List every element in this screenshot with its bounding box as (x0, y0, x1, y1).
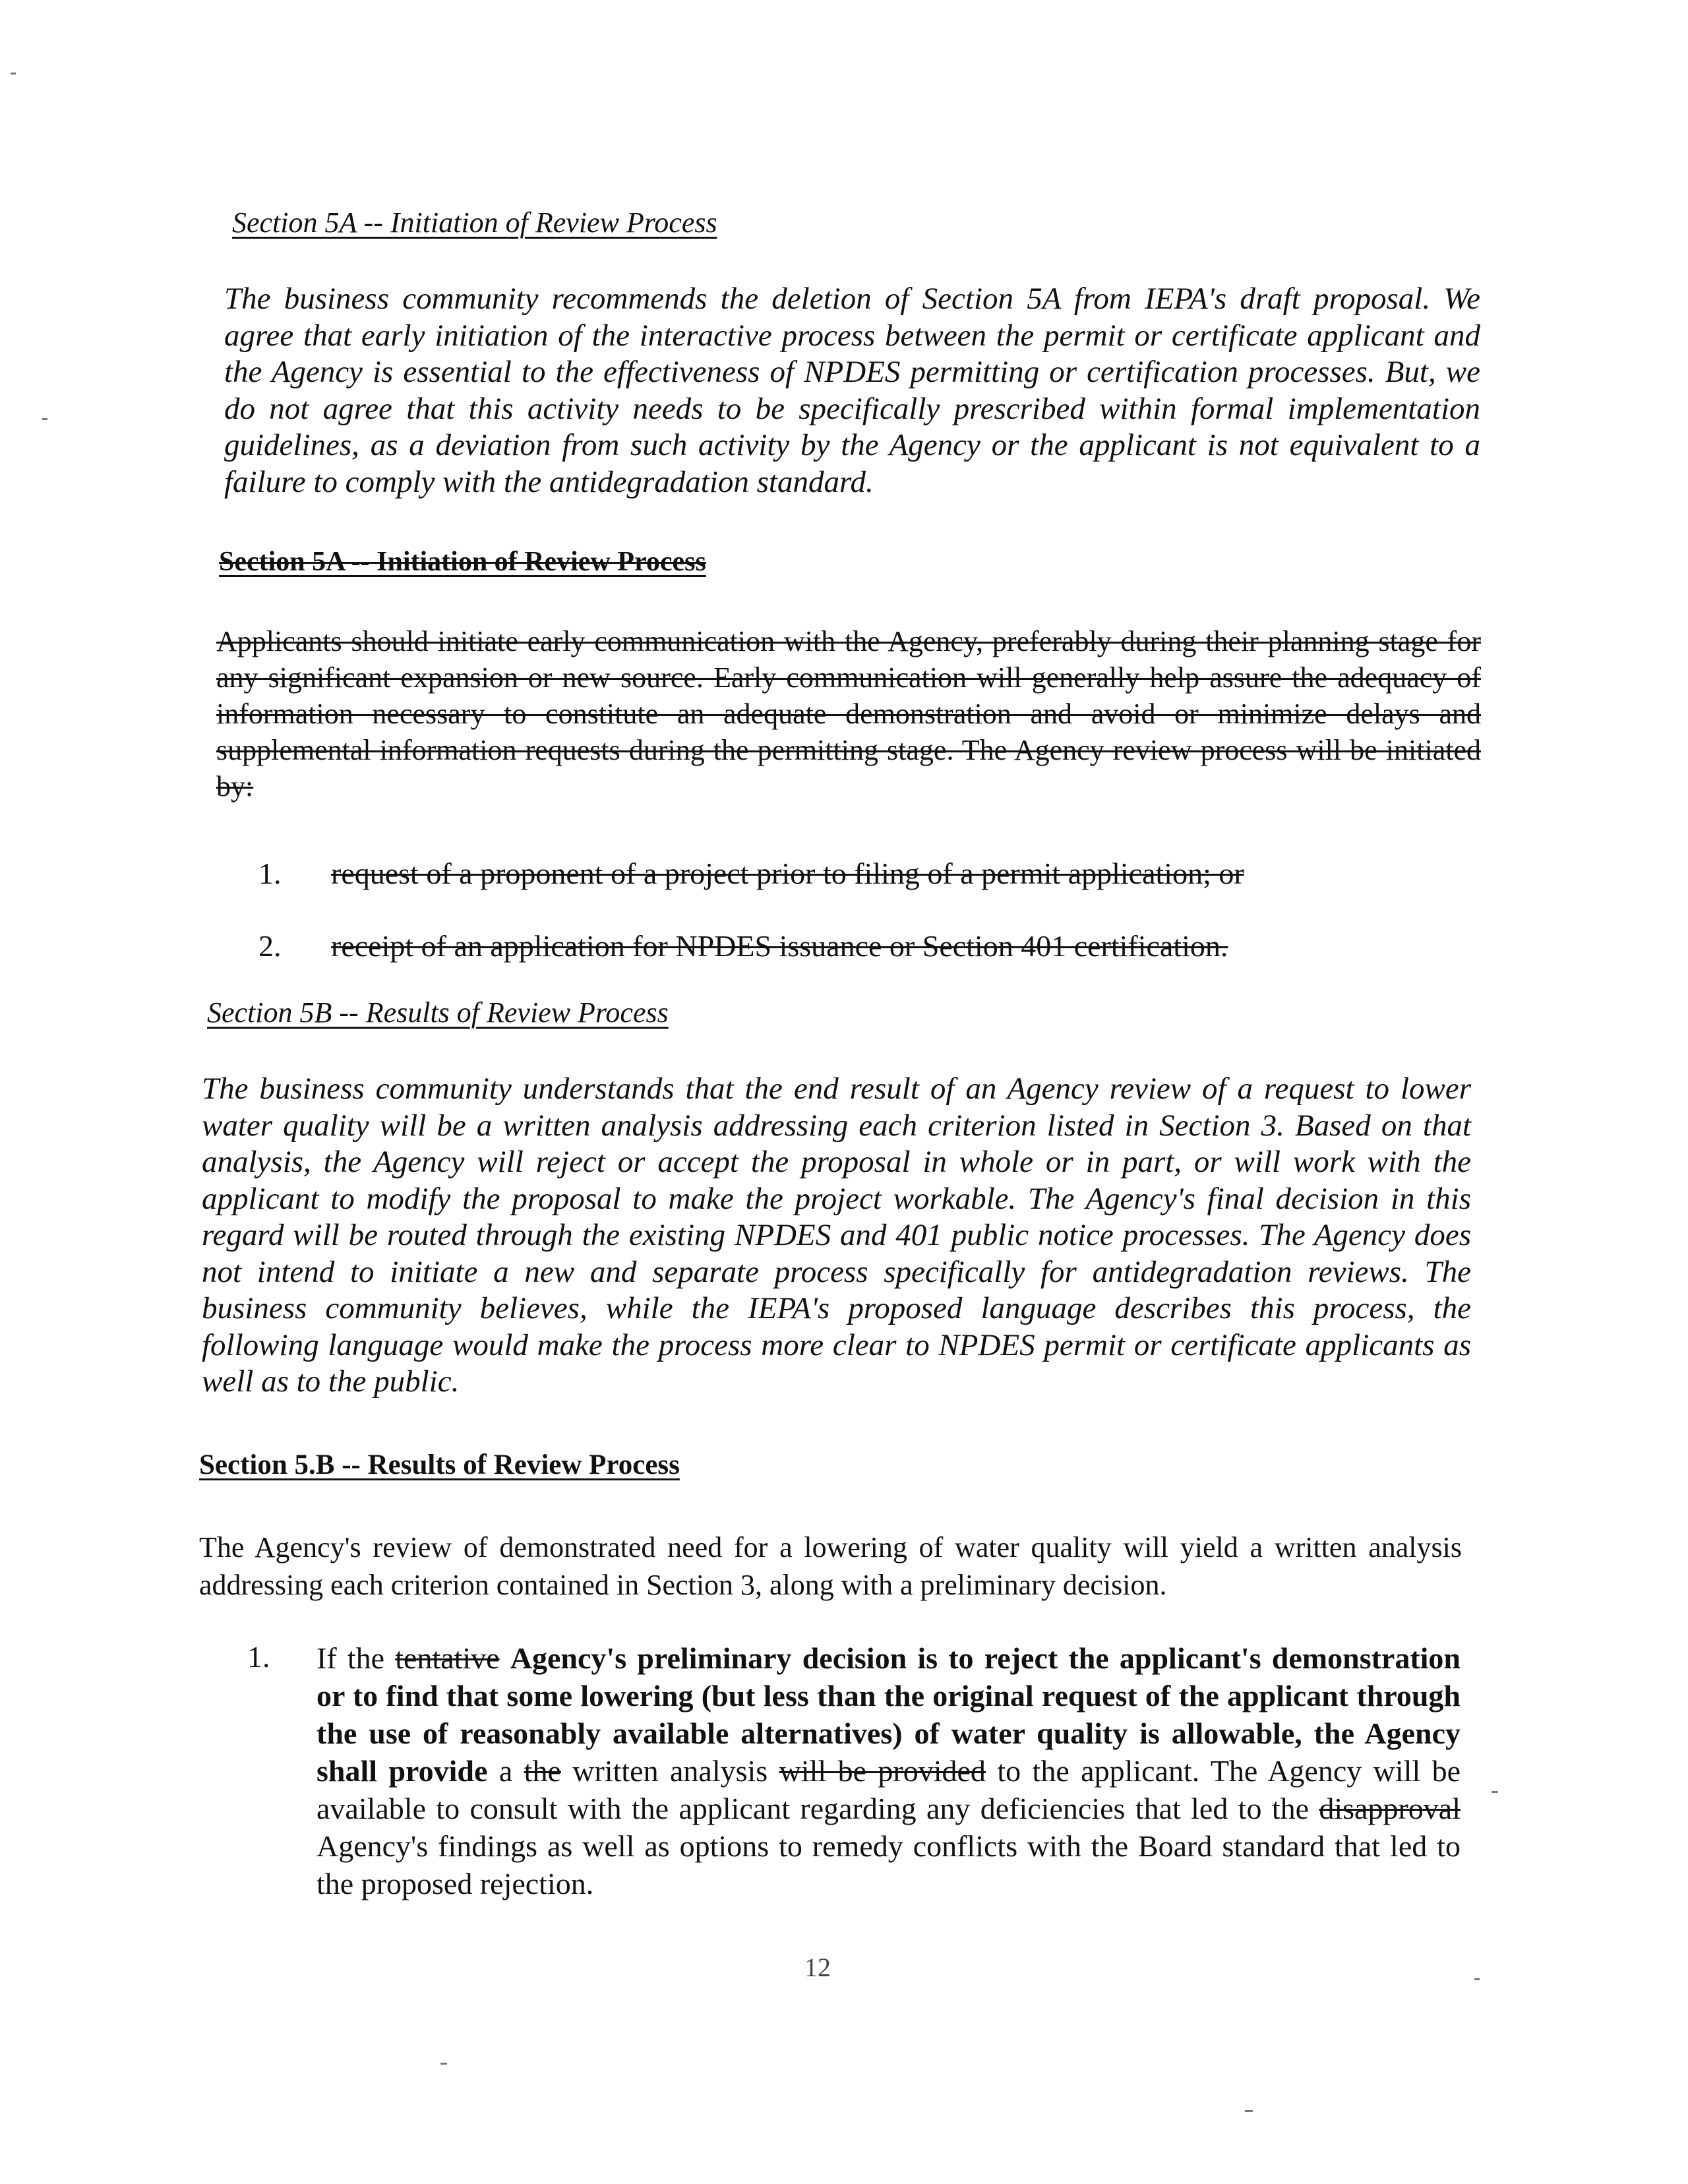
list-item-number: 2. (258, 929, 282, 963)
item-text-segment: a (498, 1754, 513, 1788)
struck-word: the (524, 1754, 561, 1788)
section-5b-proposed-heading: Section 5.B -- Results of Review Process (199, 1449, 680, 1480)
proposed-item-text (316, 1639, 1461, 1902)
list-item-number: 1. (258, 857, 282, 890)
section-5a-struck-heading: Section 5A -- Initiation of Review Process (219, 547, 706, 577)
struck-word: tentative (395, 1641, 500, 1675)
scan-speck (1245, 2110, 1253, 2112)
inserted-text: or to find that some lowering (but less than the original request of the applicant through the use of reasonably available alternatives) of water quality is allowable, the Agency shall provide (316, 1679, 1461, 1788)
scan-speck (42, 418, 47, 420)
item-text-segment: to the applicant. The Agency will be available to consult with the applicant regarding any deficiencies that led to the (316, 1754, 1461, 1825)
section-5b-proposed-intro: The Agency's review of demonstrated need for a lowering of water quality will yield a written analysis addressing each criterion contained in Section 3, along with a preliminary decision. (199, 1531, 1462, 1601)
list-item-text: request of a proponent of a project prior to filing of a permit application; or (331, 857, 1244, 890)
scan-speck (11, 73, 16, 75)
struck-word: disapproval (1319, 1792, 1461, 1825)
item-text-segment: Agency's preliminary decision is to reject the applicant's demonstration (510, 1641, 1461, 1675)
scan-speck (440, 2063, 447, 2065)
struck-list-item (258, 928, 1228, 964)
page-number: 12 (804, 1953, 831, 1982)
section-5b-comment-heading: Section 5B -- Results of Review Process (207, 996, 669, 1029)
struck-word: will be provided (779, 1754, 986, 1788)
scan-speck (1492, 1791, 1498, 1793)
item-text-segment: written analysis (572, 1754, 768, 1788)
scan-speck (1474, 1978, 1480, 1980)
struck-list-item (258, 856, 1244, 892)
proposed-item-number: 1. (247, 1640, 270, 1674)
item-text-segment: If the (316, 1641, 385, 1675)
section-5b-comment-paragraph: The business community understands that the end result of an Agency review of a request to lower water quality will be a written analysis addressing each criterion listed in Section 3. Based on that analysis, the Agency will reject or accept the proposal in whole or in part, or will work with the applicant to modify the proposal to make the project workable. The Agency's final decision in this regard will be routed through the existing NPDES and 401 public notice processes. The Agency does not intend to initiate a new and separate process specifically for antidegradation reviews. The business community believes, while the IEPA's proposed language describes this process, the following language would make the process more clear to NPDES permit or certificate applicants as well as to the public. (202, 1072, 1471, 1399)
item-text-segment: Agency's findings as well as options to remedy conflicts with the Board standard that led to the proposed rejection. (316, 1829, 1461, 1900)
section-5a-comment-paragraph: The business community recommends the deletion of Section 5A from IEPA's draft proposal. We agree that early initiation of the interactive process between the permit or certificate applicant and the Agency is essential to the effectiveness of NPDES permitting or certification processes. But, we do not agree that this activity needs to be specifically prescribed within formal implementation guidelines, as a deviation from such activity by the Agency or the applicant is not equivalent to a failure to comply with the antidegradation standard. (224, 282, 1480, 499)
section-5a-comment-heading: Section 5A -- Initiation of Review Process (232, 206, 717, 239)
section-5a-struck-paragraph: Applicants should initiate early communication with the Agency, preferably during their planning stage for any significant expansion or new source. Early communication will generally help assure the adequacy of information necessary to constitute an adequate demonstration and avoid or minimize delays and supplemental information requests during the permitting stage. The Agency review process will be initiated by: (216, 625, 1481, 803)
list-item-text: receipt of an application for NPDES issuance or Section 401 certification. (331, 929, 1228, 963)
